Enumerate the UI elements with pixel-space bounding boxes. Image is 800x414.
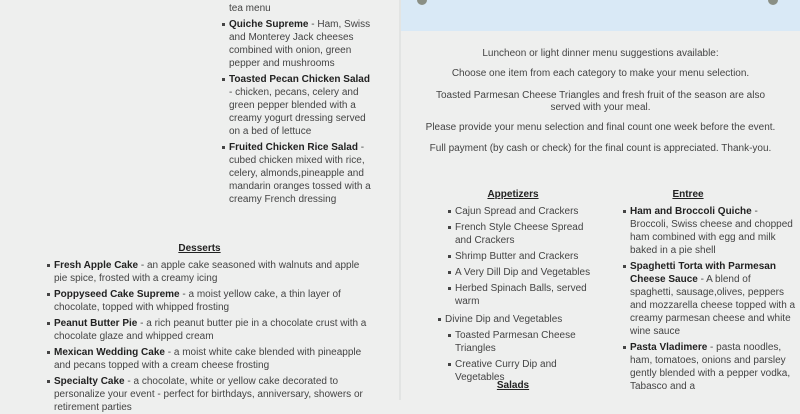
intro-text: Choose one item from each category to make your menu selection. [451, 68, 750, 79]
list-item [54, 346, 370, 372]
intro-text: Toasted Parmesan Cheese Triangles and fresh fruit of the season are also served with your meal. [435, 90, 766, 113]
item-description: - a rich peanut butter pie in a chocolate crust with a chocolate glaze and whipped cream [54, 318, 367, 342]
list-item: Toasted Parmesan Cheese Triangles [455, 329, 595, 355]
item-name: Toasted Pecan Chicken Salad [229, 74, 370, 85]
item-name: Fresh Apple Cake [54, 260, 139, 271]
salads-heading: Salads [496, 380, 530, 391]
intro-text: Luncheon or light dinner menu suggestions available: [482, 48, 719, 59]
item-name: Poppyseed Cake Supreme [54, 289, 180, 300]
list-item: Shrimp Butter and Crackers [455, 250, 595, 263]
appetizers-list-2 [455, 329, 595, 384]
right-page-panel [401, 0, 800, 400]
item-description: tea menu [229, 3, 271, 14]
item-description: - chicken, pecans, celery and green pepper blended with a creamy yogurt dressing served on a bed of lettuce [229, 87, 366, 137]
list-item [54, 259, 370, 285]
list-item [229, 73, 371, 138]
intro-text: Please provide your menu selection and final count one week before the event. [425, 122, 776, 133]
item-name: Spaghetti Torta with Parmesan Cheese Sauce [630, 261, 776, 285]
list-item [630, 205, 796, 257]
corner-ornament-icon [417, 0, 427, 5]
item-name: Mexican Wedding Cake [54, 347, 165, 358]
list-item [630, 260, 796, 338]
intro-text: Full payment (by cash or check) for the final count is appreciated. Thank-you. [429, 143, 772, 154]
item-description: - Ham, Swiss and Monterey Jack cheeses combined with onion, green pepper and mushrooms [229, 19, 371, 69]
corner-ornament-icon [768, 0, 778, 5]
list-item [229, 2, 371, 15]
item-description: - a chocolate, white or yellow cake decorated to personalize your event - perfect for birthdays, anniversary, showers or retirement parties [54, 376, 363, 413]
item-name: Fruited Chicken Rice Salad [229, 142, 358, 153]
desserts-heading: Desserts [178, 243, 221, 254]
entree-heading: Entree [672, 189, 704, 200]
item-description: - cubed chicken mixed with rice, celery, almonds,pineapple and mandarin oranges tossed with a creamy French dressing [229, 142, 371, 205]
list-item [54, 288, 370, 314]
item-name: Peanut Butter Pie [54, 318, 138, 329]
item-name: Specialty Cake [54, 376, 125, 387]
left-page-panel [0, 0, 399, 413]
appetizers-outer-list [445, 313, 595, 326]
list-item [630, 341, 796, 393]
appetizers-list [455, 205, 595, 308]
entree-list [630, 205, 796, 393]
salad-list [229, 2, 371, 206]
list-item: A Very Dill Dip and Vegetables [455, 266, 595, 279]
item-name: Pasta Vladimere [630, 342, 708, 353]
list-item: Divine Dip and Vegetables [445, 313, 595, 326]
list-item: French Style Cheese Spread and Crackers [455, 221, 595, 247]
list-item [229, 141, 371, 206]
item-description: - A blend of spaghetti, sausage,olives, peppers and mozzarella cheese topped with a creamy parmesan cheese and white wine sauce [630, 274, 796, 337]
header-banner [401, 0, 800, 31]
item-name: Ham and Broccoli Quiche [630, 206, 752, 217]
list-item [229, 18, 371, 70]
item-description: - a moist white cake blended with pineapple and pecans topped with a cream cheese frosting [54, 347, 362, 371]
list-item: Cajun Spread and Crackers [455, 205, 595, 218]
desserts-list [54, 259, 370, 414]
list-item: Herbed Spinach Balls, served warm [455, 282, 595, 308]
appetizers-heading: Appetizers [487, 189, 539, 200]
item-description: - Broccoli, Swiss cheese and chopped ham combined with egg and milk baked in a pie shell [630, 206, 793, 256]
item-name: Quiche Supreme [229, 19, 309, 30]
item-description: - pasta noodles, ham, tomatoes, onions and parsley gently blended with a pepper vodka, Tabasco and a [630, 342, 791, 392]
list-item [54, 317, 370, 343]
item-description: - a moist yellow cake, a thin layer of chocolate, topped with whipped frosting [54, 289, 341, 313]
list-item [54, 375, 370, 414]
list-item: Creative Curry Dip and Vegetables [455, 358, 595, 384]
item-description: - an apple cake seasoned with walnuts and apple pie spice, frosted with a creamy icing [54, 260, 360, 284]
